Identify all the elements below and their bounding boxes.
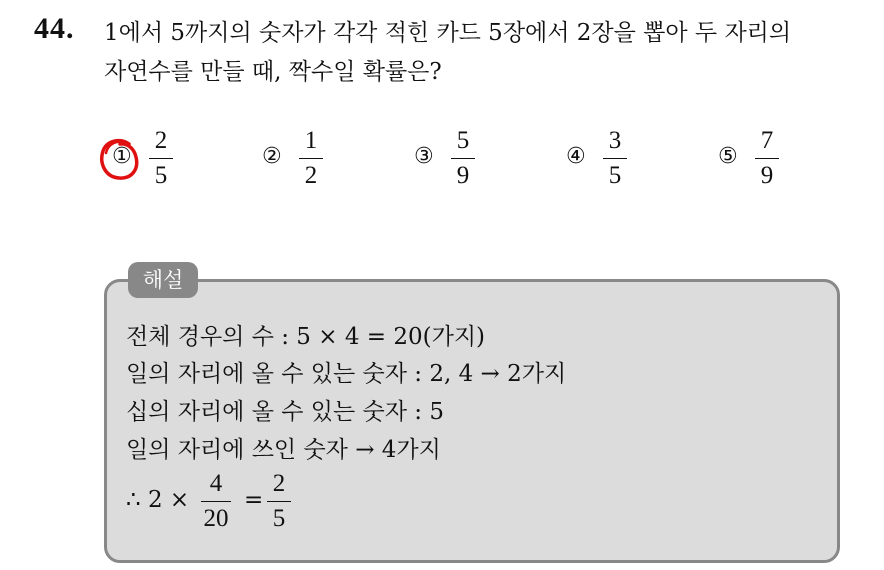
conclusion-fraction-2-denominator: 5 [272,505,286,532]
choice-5-fraction [754,127,780,190]
choice-4-fraction [602,127,628,190]
question-number: 44. [34,12,75,45]
conclusion-prefix: ∴ 2 × [126,487,190,513]
choice-2-fraction [298,127,324,190]
conclusion-fraction-1-denominator: 20 [203,505,229,532]
choice-2-numerator: 1 [304,127,318,154]
fraction-bar [201,501,231,502]
choice-1-denominator: 5 [154,162,168,189]
choice-3-denominator: 9 [456,162,470,189]
conclusion-fraction-1-numerator: 4 [209,470,223,497]
choice-4-label: ④ [566,144,586,169]
explanation-line-4: 일의 자리에 쓰인 숫자 → 4가지 [126,437,441,463]
choice-5-numerator: 7 [760,127,774,154]
question-line-1: 1에서 5까지의 숫자가 각각 적힌 카드 5장에서 2장을 뽑아 두 자리의 [104,20,792,46]
conclusion-fraction-2-numerator: 2 [272,470,286,497]
choice-5-label: ⑤ [718,144,738,169]
explanation-line-3: 십의 자리에 올 수 있는 숫자 : 5 [126,399,444,425]
choice-3-fraction [450,127,476,190]
choice-3-numerator: 5 [456,127,470,154]
conclusion-fraction-1 [200,470,232,533]
conclusion-fraction-2 [266,470,292,533]
explanation-tag: 해설 [128,262,198,298]
choice-3-label: ③ [414,144,434,169]
question-text [104,14,874,92]
choice-1-fraction [148,127,174,190]
choice-4-numerator: 3 [608,127,622,154]
question-line-2: 자연수를 만들 때, 짝수일 확률은? [104,59,442,85]
fraction-bar [603,158,627,159]
fraction-bar [755,158,779,159]
answer-mark-icon [99,135,143,183]
choice-1-numerator: 2 [154,127,168,154]
choice-2-denominator: 2 [304,162,318,189]
fraction-bar [149,158,173,159]
choice-1-label: ① [112,144,132,169]
explanation-line-2: 일의 자리에 올 수 있는 숫자 : 2, 4 → 2가지 [126,361,567,387]
fraction-bar [267,501,291,502]
explanation-conclusion [126,470,526,534]
conclusion-equals: = [244,487,264,513]
choice-4-denominator: 5 [608,162,622,189]
choice-2-label: ② [262,144,282,169]
explanation-line-1: 전체 경우의 수 : 5 × 4 = 20(가지) [126,324,486,350]
fraction-bar [299,158,323,159]
choice-5-denominator: 9 [760,162,774,189]
fraction-bar [451,158,475,159]
